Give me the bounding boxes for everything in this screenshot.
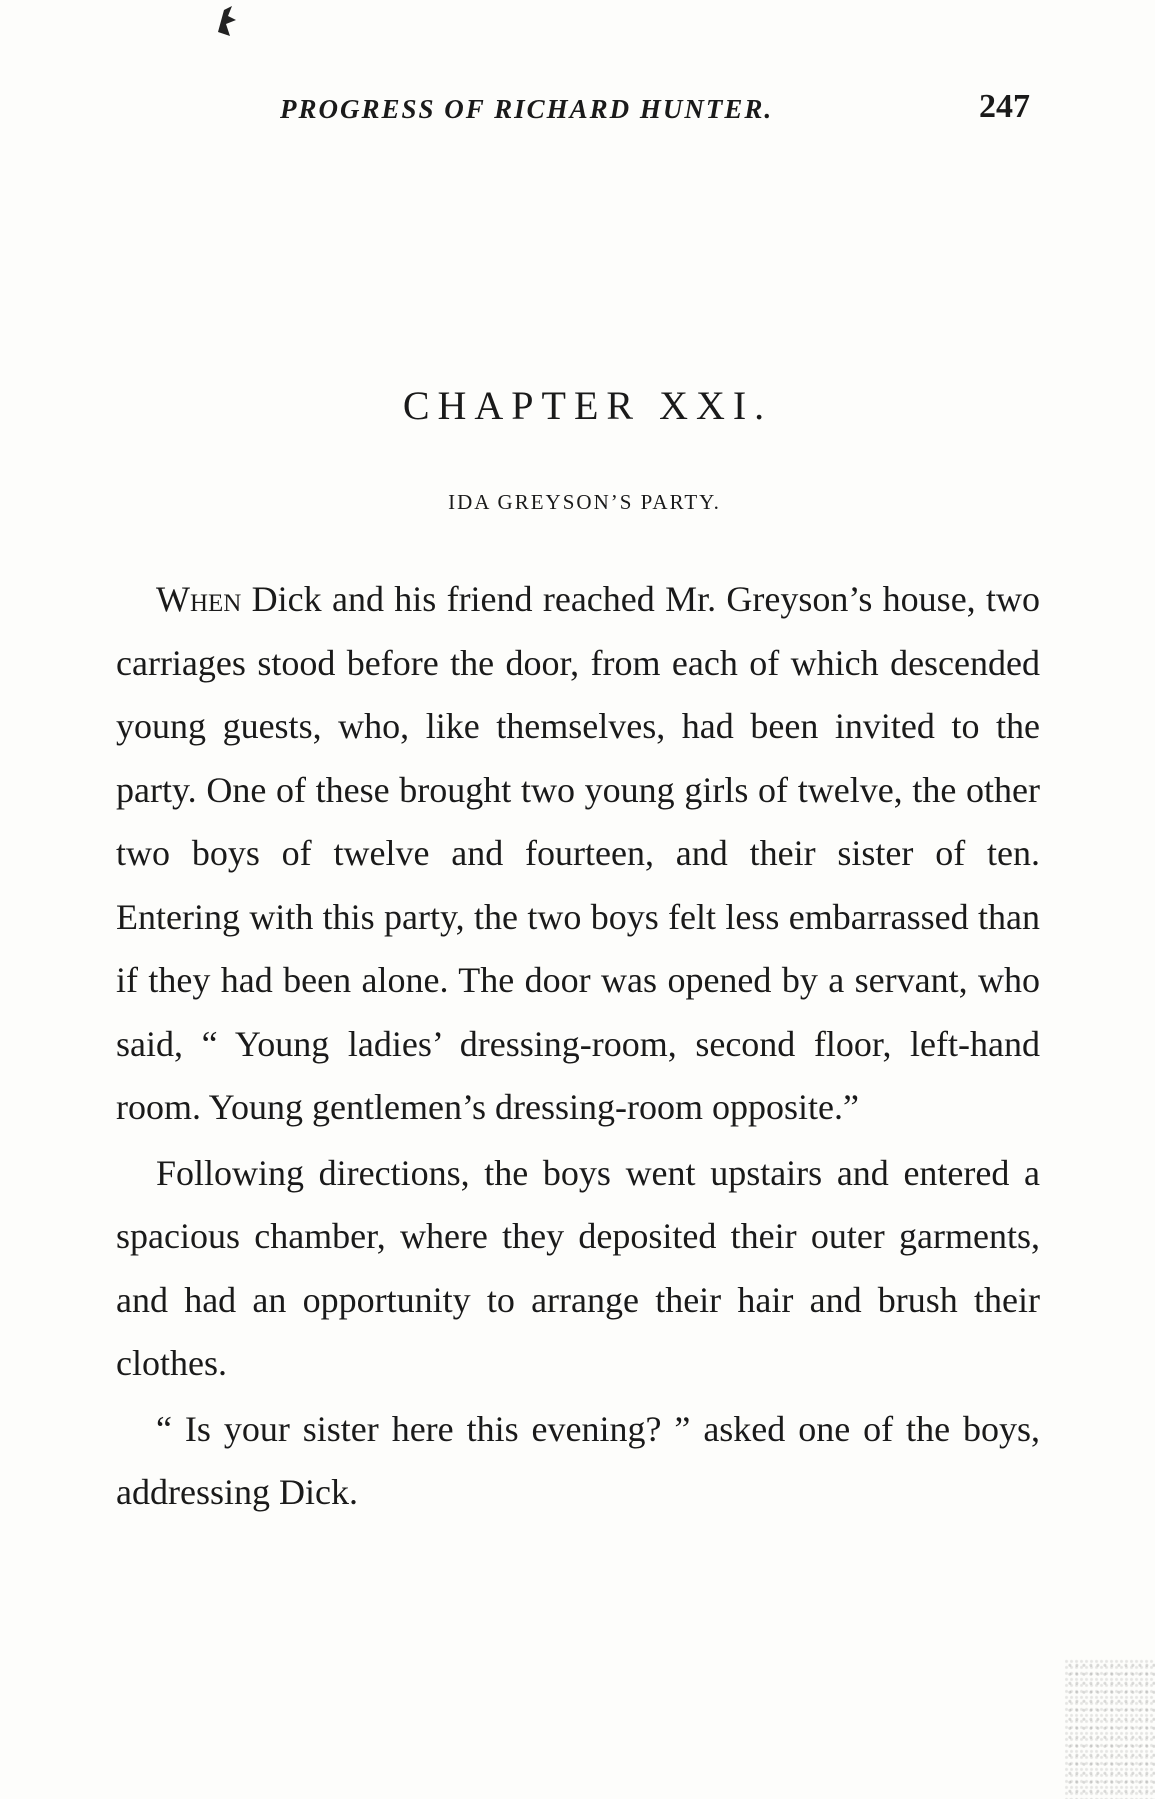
- paragraph-2: [116, 1142, 1040, 1396]
- paragraph-text: Dick and his friend reached Mr. Greyson’s house, two carriages stood before the door, from each of which descended young guests, who, like themselves, had been invited to the party. One of these brought two young girls of twelve, the other two boys of twelve and fourteen, and their sister of ten. Entering with this party, the two boys felt less embarrassed than if they had been alone. The door was opened by a servant, who said, “ Young ladies’ dressing-room, second floor, left-hand room. Young gentlemen’s dressing-room opposite.”: [116, 579, 1040, 1127]
- paragraph-1: [116, 568, 1040, 1140]
- paragraph-lead-word: When: [156, 579, 242, 619]
- paper-specks: [1065, 1659, 1155, 1799]
- paragraph-text: “ Is your sister here this evening? ” asked one of the boys, addressing Dick.: [116, 1408, 1040, 1512]
- page-number: 247: [979, 88, 1030, 125]
- ink-blot: [210, 2, 240, 42]
- paragraph-3: [116, 1398, 1040, 1525]
- running-title: PROGRESS OF RICHARD HUNTER.: [280, 94, 774, 124]
- chapter-title: CHAPTER XXI.: [402, 383, 773, 428]
- body-text: [116, 568, 1040, 1527]
- paragraph-text: Following directions, the boys went upstairs and entered a spacious chamber, where they deposited their outer garments, and had an opportunity to arrange their hair and brush their clothes.: [116, 1152, 1040, 1383]
- running-head: [280, 88, 1040, 128]
- chapter-subtitle: IDA GREYSON’S PARTY.: [448, 490, 721, 514]
